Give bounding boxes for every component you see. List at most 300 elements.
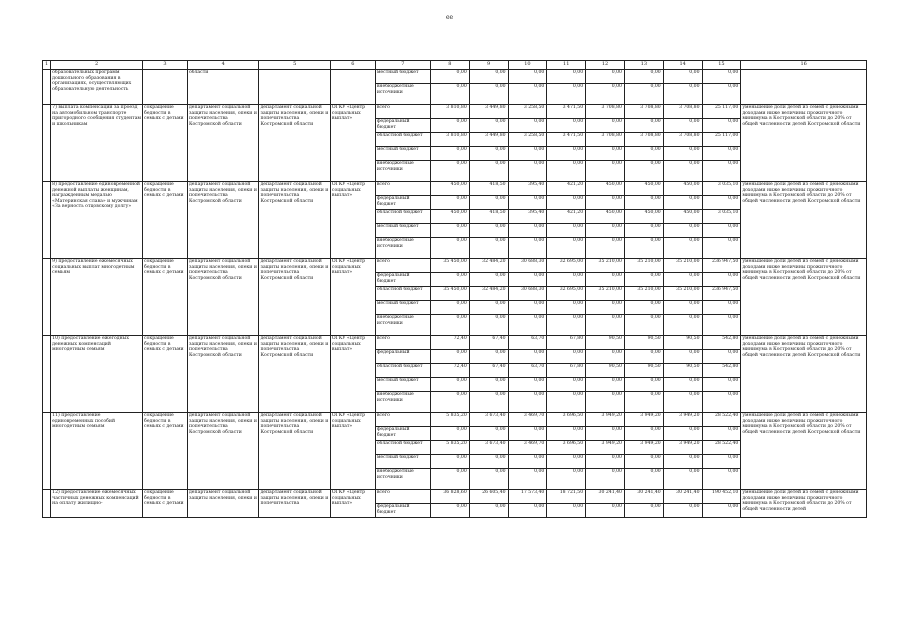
row-number-spacer: [43, 413, 51, 490]
goal-cell: сокращение бедности в семьях с детьми: [143, 105, 188, 182]
amount-cell: 0,00: [430, 119, 469, 133]
goal-cell: сокращение бедности в семьях с детьми: [143, 413, 188, 490]
amount-cell: 421,20: [547, 210, 586, 224]
amount-cell: 3 949,20: [586, 413, 625, 427]
column-number-row: [43, 61, 867, 70]
amount-cell: 0,00: [508, 238, 547, 259]
amount-cell: 0,00: [702, 161, 741, 182]
amount-cell: 28 522,40: [702, 413, 741, 427]
amount-cell: 0,00: [586, 315, 625, 336]
amount-cell: 0,00: [702, 469, 741, 490]
amount-cell: 0,00: [624, 427, 663, 441]
amount-cell: 30 241,40: [624, 490, 663, 504]
amount-cell: 0,00: [624, 238, 663, 259]
column-number-2: 2: [51, 61, 143, 70]
column-number-10: 10: [508, 61, 547, 70]
amount-cell: 0,00: [586, 84, 625, 105]
amount-cell: 30 241,40: [586, 490, 625, 504]
amount-cell: 35 450,00: [430, 259, 469, 273]
amount-cell: 5 835,20: [430, 441, 469, 455]
amount-cell: 0,00: [702, 196, 741, 210]
amount-cell: 90,50: [586, 336, 625, 350]
amount-cell: 0,00: [430, 427, 469, 441]
coexecutor-cell: департамент социальной защиты населения, опеки и попечительства Костромской области: [259, 336, 330, 413]
amount-cell: 0,00: [663, 504, 702, 518]
amount-cell: 0,00: [469, 455, 508, 469]
funding-source: областной бюджет: [375, 210, 430, 224]
amount-cell: 0,00: [547, 301, 586, 315]
goal-cell: [143, 70, 188, 105]
funding-source: всего: [375, 182, 430, 196]
amount-cell: 0,00: [702, 273, 741, 287]
amount-cell: 0,00: [430, 161, 469, 182]
responsible-cell: департамент социальной защиты населения, опеки и попечительства Костромской области: [187, 336, 258, 413]
amount-cell: 0,00: [508, 119, 547, 133]
amount-cell: 0,00: [547, 196, 586, 210]
amount-cell: 0,00: [663, 455, 702, 469]
amount-cell: 0,00: [508, 273, 547, 287]
amount-cell: 236 947,50: [702, 287, 741, 301]
amount-cell: 30 688,30: [508, 287, 547, 301]
row-number-spacer: [43, 105, 51, 182]
amount-cell: 3 949,20: [663, 441, 702, 455]
amount-cell: 0,00: [586, 469, 625, 490]
page-number: ee: [446, 14, 454, 21]
amount-cell: 450,00: [624, 182, 663, 196]
amount-cell: 0,00: [586, 378, 625, 392]
amount-cell: 450,00: [663, 210, 702, 224]
amount-cell: 0,00: [430, 350, 469, 364]
funding-source: областной бюджет: [375, 287, 430, 301]
amount-cell: 36 828,60: [430, 490, 469, 504]
executor-cell: ОГКУ «Центр социальных выплат»: [330, 105, 375, 182]
amount-cell: 32 695,00: [547, 287, 586, 301]
amount-cell: 35 210,00: [586, 287, 625, 301]
row-number-spacer: [43, 336, 51, 413]
amount-cell: 0,00: [430, 469, 469, 490]
amount-cell: 0,00: [702, 315, 741, 336]
executor-cell: ОГКУ «Центр социальных выплат»: [330, 490, 375, 518]
amount-cell: 0,00: [430, 238, 469, 259]
coexecutor-cell: департамент социальной защиты населения, опеки и попечительства Костромской области: [259, 259, 330, 336]
funding-source: всего: [375, 490, 430, 504]
amount-cell: 0,00: [702, 84, 741, 105]
amount-cell: 0,00: [469, 196, 508, 210]
amount-cell: 0,00: [547, 350, 586, 364]
column-number-12: 12: [586, 61, 625, 70]
amount-cell: 0,00: [702, 350, 741, 364]
amount-cell: 32 484,20: [469, 259, 508, 273]
amount-cell: 0,00: [508, 427, 547, 441]
executor-cell: ОГКУ «Центр социальных выплат»: [330, 336, 375, 413]
amount-cell: 3 949,20: [624, 441, 663, 455]
executor-cell: ОГКУ «Центр социальных выплат»: [330, 182, 375, 259]
measure-name: [51, 413, 143, 490]
amount-cell: 0,00: [469, 238, 508, 259]
table-row: [43, 413, 867, 427]
amount-cell: 450,00: [430, 210, 469, 224]
coexecutor-cell: департамент социальной защиты населения, опеки и попечительства Костромской области: [259, 182, 330, 259]
goal-cell: сокращение бедности в семьях с детьми: [143, 336, 188, 413]
amount-cell: 450,00: [663, 182, 702, 196]
amount-cell: 3 708,80: [663, 133, 702, 147]
amount-cell: 0,00: [663, 224, 702, 238]
amount-cell: 3 708,80: [586, 105, 625, 119]
column-number-1: 1: [43, 61, 51, 70]
amount-cell: 5 835,20: [430, 413, 469, 427]
amount-cell: 25 117,00: [702, 105, 741, 119]
amount-cell: 0,00: [586, 224, 625, 238]
amount-cell: 0,00: [469, 119, 508, 133]
amount-cell: 32 695,00: [547, 259, 586, 273]
amount-cell: 0,00: [624, 455, 663, 469]
funding-source: внебюджетные источники: [375, 392, 430, 413]
amount-cell: 0,00: [624, 161, 663, 182]
responsible-cell: департамент социальной защиты населения, опеки и попечительства Костромской области: [187, 182, 258, 259]
amount-cell: 0,00: [663, 196, 702, 210]
column-number-14: 14: [663, 61, 702, 70]
responsible-cell: департамент социальной защиты населения, опеки и попечительства Костромской области: [187, 259, 258, 336]
amount-cell: 0,00: [469, 427, 508, 441]
responsible-cell: области: [187, 70, 258, 105]
column-number-7: 7: [375, 61, 430, 70]
amount-cell: 0,00: [702, 147, 741, 161]
amount-cell: 0,00: [508, 196, 547, 210]
amount-cell: 0,00: [547, 392, 586, 413]
measure-text: предоставление ежемесячных частичных денежных компенсаций на оплату жилищно-: [52, 490, 139, 507]
column-number-13: 13: [624, 61, 663, 70]
amount-cell: 0,00: [469, 378, 508, 392]
result-cell: уменьшение доли детей из семей с денежными доходами ниже величины прожиточного минимума в Костромской области до 20% от общей численности детей Костромской области: [741, 336, 867, 413]
amount-cell: 0,00: [586, 273, 625, 287]
row-number-spacer: [43, 490, 51, 518]
amount-cell: 3 471,50: [547, 105, 586, 119]
goal-cell: сокращение бедности в семьях с детьми: [143, 259, 188, 336]
amount-cell: 0,00: [547, 273, 586, 287]
table-row: [43, 182, 867, 196]
table-row: [43, 105, 867, 119]
goal-cell: сокращение бедности в семьях с детьми: [143, 490, 188, 518]
row-number: [43, 70, 51, 105]
amount-cell: 0,00: [702, 392, 741, 413]
amount-cell: 0,00: [624, 469, 663, 490]
amount-cell: 0,00: [508, 70, 547, 84]
funding-source: областной бюджет: [375, 441, 430, 455]
column-number-8: 8: [430, 61, 469, 70]
amount-cell: 450,00: [430, 182, 469, 196]
amount-cell: 0,00: [508, 147, 547, 161]
amount-cell: 0,00: [547, 238, 586, 259]
amount-cell: 0,00: [469, 147, 508, 161]
funding-source: всего: [375, 336, 430, 350]
column-number-3: 3: [143, 61, 188, 70]
amount-cell: 0,00: [702, 224, 741, 238]
amount-cell: 0,00: [586, 350, 625, 364]
amount-cell: 72,40: [430, 336, 469, 350]
amount-cell: 236 947,50: [702, 259, 741, 273]
amount-cell: 0,00: [624, 70, 663, 84]
amount-cell: 0,00: [547, 469, 586, 490]
measure-text: предоставление ежегодных денежных компенсаций многодетным семьям: [52, 336, 129, 353]
amount-cell: 0,00: [508, 350, 547, 364]
row-number-spacer: [43, 182, 51, 259]
funding-source: местный бюджет: [375, 455, 430, 469]
amount-cell: 0,00: [547, 315, 586, 336]
funding-source: внебюджетные источники: [375, 469, 430, 490]
measure-name: [51, 259, 143, 336]
amount-cell: 0,00: [469, 273, 508, 287]
funding-source: федеральный бюджет: [375, 427, 430, 441]
amount-cell: 0,00: [508, 315, 547, 336]
amount-cell: 0,00: [624, 147, 663, 161]
responsible-cell: департамент социальной защиты населения, опеки и: [187, 490, 258, 518]
column-number-6: 6: [330, 61, 375, 70]
funding-source: местный бюджет: [375, 70, 430, 84]
amount-cell: 0,00: [586, 238, 625, 259]
amount-cell: 0,00: [663, 147, 702, 161]
funding-source: местный бюджет: [375, 147, 430, 161]
amount-cell: 0,00: [547, 504, 586, 518]
funding-source: всего: [375, 259, 430, 273]
amount-cell: 35 210,00: [663, 287, 702, 301]
amount-cell: 0,00: [663, 469, 702, 490]
amount-cell: 0,00: [469, 70, 508, 84]
amount-cell: 0,00: [430, 273, 469, 287]
amount-cell: 0,00: [586, 70, 625, 84]
column-number-4: 4: [187, 61, 258, 70]
amount-cell: 3 949,20: [624, 413, 663, 427]
funding-source: местный бюджет: [375, 224, 430, 238]
amount-cell: 0,00: [430, 455, 469, 469]
program-table: [42, 60, 867, 518]
amount-cell: 3 469,70: [508, 413, 547, 427]
amount-cell: 0,00: [586, 147, 625, 161]
amount-cell: 35 210,00: [624, 287, 663, 301]
amount-cell: 0,00: [547, 70, 586, 84]
coexecutor-cell: департамент социальной защиты населения, опеки и попечительства Костромской области: [259, 105, 330, 182]
funding-source: внебюджетные источники: [375, 161, 430, 182]
amount-cell: 67,40: [469, 336, 508, 350]
amount-cell: 190 452,10: [702, 490, 741, 504]
amount-cell: 0,00: [547, 224, 586, 238]
amount-cell: 3 673,40: [469, 413, 508, 427]
amount-cell: 0,00: [547, 378, 586, 392]
amount-cell: 0,00: [663, 301, 702, 315]
executor-cell: ОГКУ «Центр социальных выплат»: [330, 413, 375, 490]
amount-cell: 0,00: [663, 378, 702, 392]
amount-cell: 90,50: [624, 336, 663, 350]
amount-cell: 0,00: [702, 378, 741, 392]
amount-cell: 0,00: [702, 301, 741, 315]
amount-cell: 67,80: [547, 364, 586, 378]
amount-cell: 0,00: [469, 392, 508, 413]
amount-cell: 0,00: [663, 238, 702, 259]
funding-source: федеральный бюджет: [375, 273, 430, 287]
amount-cell: 0,00: [430, 84, 469, 105]
table-row: [43, 259, 867, 273]
funding-source: всего: [375, 413, 430, 427]
amount-cell: 26 605,40: [469, 490, 508, 504]
measure-number: 11): [52, 413, 62, 418]
amount-cell: 0,00: [586, 119, 625, 133]
measure-number: 8): [52, 182, 59, 187]
result-cell: уменьшение доли детей из семей с денежными доходами ниже величины прожиточного минимума в Костромской области до 20% от общей численности детей Костромской области: [741, 259, 867, 336]
executor-cell: [330, 70, 375, 105]
amount-cell: 0,00: [663, 427, 702, 441]
amount-cell: 0,00: [469, 469, 508, 490]
amount-cell: 67,40: [469, 364, 508, 378]
amount-cell: 0,00: [547, 84, 586, 105]
amount-cell: 3 258,50: [508, 105, 547, 119]
amount-cell: 0,00: [624, 273, 663, 287]
amount-cell: 32 484,20: [469, 287, 508, 301]
amount-cell: 0,00: [624, 301, 663, 315]
amount-cell: 0,00: [430, 504, 469, 518]
amount-cell: 0,00: [663, 161, 702, 182]
amount-cell: 3 708,80: [663, 105, 702, 119]
amount-cell: 0,00: [469, 504, 508, 518]
coexecutor-cell: департамент социальной защиты населения, опеки и попечительства: [259, 490, 330, 518]
amount-cell: 0,00: [469, 224, 508, 238]
column-number-16: 16: [741, 61, 867, 70]
amount-cell: 0,00: [508, 392, 547, 413]
responsible-cell: департамент социальной защиты населения, опеки и попечительства Костромской области: [187, 105, 258, 182]
amount-cell: 25 117,00: [702, 133, 741, 147]
amount-cell: 0,00: [508, 161, 547, 182]
coexecutor-cell: департамент социальной защиты населения, опеки и попечительства Костромской области: [259, 413, 330, 490]
amount-cell: 0,00: [430, 196, 469, 210]
amount-cell: 0,00: [430, 301, 469, 315]
amount-cell: 542,80: [702, 336, 741, 350]
measure-name: [51, 336, 143, 413]
amount-cell: 35 210,00: [624, 259, 663, 273]
measure-text: выплата компенсации за проезд на автомобильном транспорте пригородного сообщения студентам и школьникам: [52, 105, 142, 127]
amount-cell: 3 696,50: [547, 441, 586, 455]
amount-cell: 0,00: [586, 455, 625, 469]
table-row: [43, 490, 867, 504]
amount-cell: 0,00: [586, 504, 625, 518]
table-row: [43, 336, 867, 350]
executor-cell: ОГКУ «Центр социальных выплат»: [330, 259, 375, 336]
measure-number: 7): [52, 105, 59, 110]
column-number-15: 15: [702, 61, 741, 70]
amount-cell: 0,00: [702, 427, 741, 441]
funding-source: всего: [375, 105, 430, 119]
amount-cell: 3 673,40: [469, 441, 508, 455]
amount-cell: 418,50: [469, 210, 508, 224]
result-cell: [741, 70, 867, 105]
measure-text: предоставление единовременной денежной выплаты женщинам, награжденным медалью «Материнская слава» и мужчинам «За верность отцовскому долгу»: [52, 182, 140, 210]
amount-cell: 0,00: [430, 224, 469, 238]
amount-cell: 421,20: [547, 182, 586, 196]
amount-cell: 35 210,00: [586, 259, 625, 273]
amount-cell: 0,00: [586, 427, 625, 441]
amount-cell: 3 949,20: [586, 441, 625, 455]
funding-source: федеральный: [375, 350, 430, 364]
column-number-11: 11: [547, 61, 586, 70]
amount-cell: 3 949,20: [663, 413, 702, 427]
amount-cell: 0,00: [624, 224, 663, 238]
measure-name: [51, 490, 143, 518]
funding-source: местный бюджет: [375, 301, 430, 315]
column-number-9: 9: [469, 61, 508, 70]
measure-number: 10): [52, 336, 62, 341]
amount-cell: 0,00: [430, 70, 469, 84]
amount-cell: 0,00: [586, 196, 625, 210]
amount-cell: 0,00: [469, 350, 508, 364]
amount-cell: 0,00: [508, 455, 547, 469]
amount-cell: 0,00: [508, 224, 547, 238]
amount-cell: 0,00: [508, 469, 547, 490]
measure-text: предоставление ежемесячных социальных выплат многодетным семьям: [52, 259, 135, 276]
amount-cell: 395,40: [508, 182, 547, 196]
column-number-5: 5: [259, 61, 330, 70]
table-row: [43, 70, 867, 84]
amount-cell: 17 573,40: [508, 490, 547, 504]
amount-cell: 0,00: [702, 119, 741, 133]
amount-cell: 0,00: [469, 84, 508, 105]
amount-cell: 0,00: [586, 161, 625, 182]
goal-cell: сокращение бедности в семьях с детьми: [143, 182, 188, 259]
measure-name: [51, 105, 143, 182]
measure-name: [51, 182, 143, 259]
amount-cell: 30 688,30: [508, 259, 547, 273]
funding-source: внебюджетные источники: [375, 315, 430, 336]
funding-source: федеральный бюджет: [375, 119, 430, 133]
amount-cell: 450,00: [586, 182, 625, 196]
measure-name: образовательных программ дошкольного образования в организациях, осуществляющих образовательную деятельность: [51, 70, 143, 105]
amount-cell: 450,00: [586, 210, 625, 224]
amount-cell: 0,00: [586, 392, 625, 413]
amount-cell: 0,00: [624, 378, 663, 392]
funding-source: федеральный бюджет: [375, 504, 430, 518]
amount-cell: 3 035,10: [702, 182, 741, 196]
amount-cell: 0,00: [663, 84, 702, 105]
amount-cell: 0,00: [624, 119, 663, 133]
measure-number: 9): [52, 259, 59, 264]
amount-cell: 0,00: [663, 350, 702, 364]
result-cell: уменьшение доли детей из семей с денежными доходами ниже величины прожиточного минимума в Костромской области до 20% от общей численности детей Костромской области: [741, 105, 867, 182]
funding-source: внебюджетные источники: [375, 238, 430, 259]
funding-source: областной бюджет: [375, 364, 430, 378]
amount-cell: 35 450,00: [430, 287, 469, 301]
amount-cell: 3 258,50: [508, 133, 547, 147]
amount-cell: 0,00: [624, 504, 663, 518]
amount-cell: 0,00: [586, 301, 625, 315]
amount-cell: 0,00: [469, 315, 508, 336]
measure-text: предоставление единовременных пособий многодетным семьям: [52, 413, 116, 430]
result-cell: уменьшение доли детей из семей с денежными доходами ниже величины прожиточного минимума в Костромской области до 20% от общей численности детей: [741, 490, 867, 518]
amount-cell: 0,00: [624, 350, 663, 364]
amount-cell: 0,00: [547, 455, 586, 469]
amount-cell: 0,00: [547, 161, 586, 182]
amount-cell: 0,00: [430, 392, 469, 413]
funding-source: местный бюджет: [375, 378, 430, 392]
funding-source: федеральный бюджет: [375, 196, 430, 210]
amount-cell: 3 449,80: [469, 133, 508, 147]
amount-cell: 0,00: [663, 315, 702, 336]
amount-cell: 0,00: [702, 455, 741, 469]
amount-cell: 0,00: [430, 315, 469, 336]
amount-cell: 0,00: [508, 378, 547, 392]
amount-cell: 3 696,50: [547, 413, 586, 427]
amount-cell: 450,00: [624, 210, 663, 224]
amount-cell: 63,70: [508, 336, 547, 350]
amount-cell: 0,00: [469, 161, 508, 182]
amount-cell: 0,00: [624, 196, 663, 210]
amount-cell: 90,50: [624, 364, 663, 378]
amount-cell: 3 708,80: [624, 133, 663, 147]
